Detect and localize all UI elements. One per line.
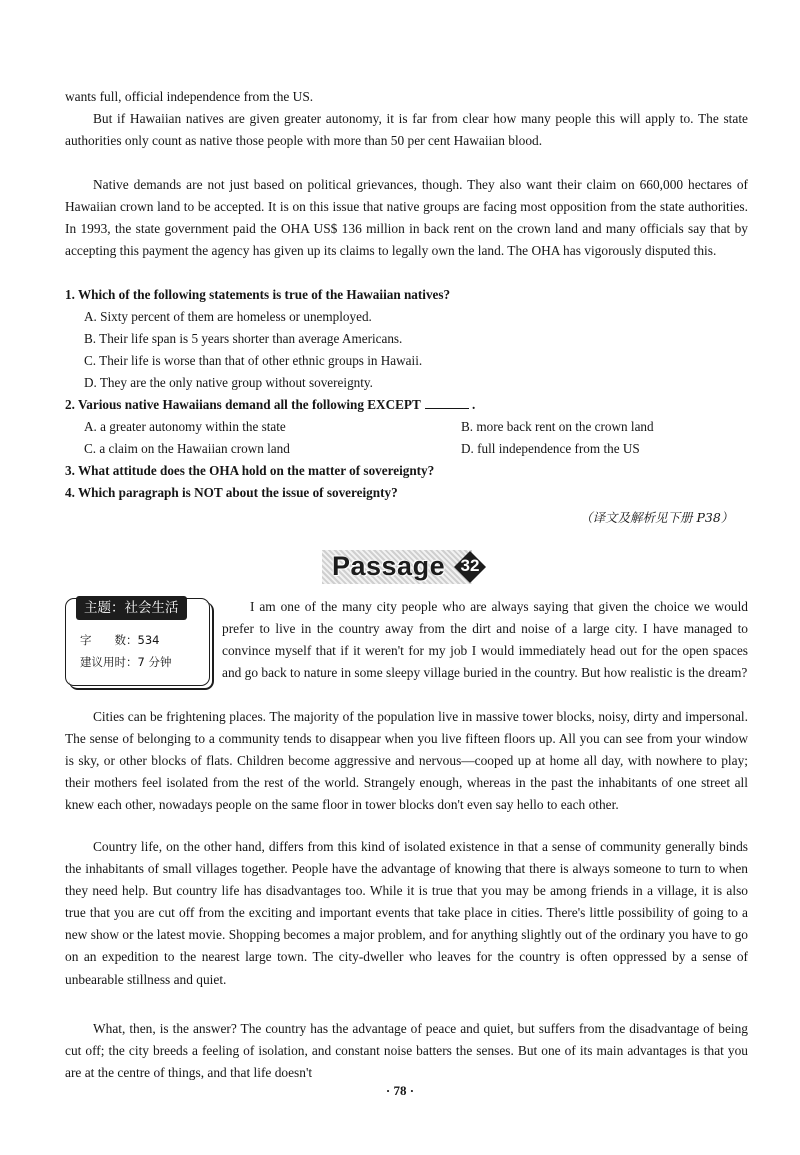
question-1-option-d: D. They are the only native group without sovereignty. <box>84 375 373 390</box>
paragraph-autonomy: But if Hawaiian natives are given greater autonomy, it is far from clear how many people this will apply to. The state authorities only count as native those people with more than 50 per cent Hawaiian blood. <box>65 111 748 149</box>
question-4 <box>65 483 398 503</box>
question-3 <box>65 461 434 481</box>
question-number: 1. <box>65 287 75 302</box>
question-2-option-a: A. a greater autonomy within the state <box>84 419 286 434</box>
question-text: What attitude does the OHA hold on the matter of sovereignty? <box>77 463 435 478</box>
question-text: Various native Hawaiians demand all the following EXCEPT <box>77 397 421 412</box>
question-text: Which of the following statements is true of the Hawaiian natives? <box>77 287 451 302</box>
question-number: 4. <box>65 485 75 500</box>
question-2-option-d: D. full independence from the US <box>461 441 640 456</box>
question-1-option-b: B. Their life span is 5 years shorter than average Americans. <box>84 331 403 346</box>
paragraph-crown-land: Native demands are not just based on political grievances, though. They also want their claim on 660,000 hectares of Hawaiian crown land to be accepted. It is on this issue that native groups are facing most opposition from the state authorities. In 1993, the state government paid the OHA US$ 136 million in back rent on the crown land and many officials say that by accepting this payment the agency has given up its claims to legally own the land. The OHA has vigorously disputed this. <box>65 177 748 259</box>
banner-title: Passage <box>332 551 446 581</box>
page-number: · 78 · <box>385 1083 415 1098</box>
question-text: Which paragraph is NOT about the issue of sovereignty? <box>77 485 398 500</box>
question-1-option-c: C. Their life is worse than that of other ethnic groups in Hawaii. <box>84 353 423 368</box>
paragraph-independence-end: wants full, official independence from the US. <box>65 89 314 104</box>
question-1-option-a: A. Sixty percent of them are homeless or unemployed. <box>84 309 372 324</box>
topic-word-count: 字 数：534 <box>80 633 160 647</box>
question-2-option-b: B. more back rent on the crown land <box>461 419 654 434</box>
question-2: 2. Various native Hawaiians demand all the following EXCEPT . <box>65 397 476 412</box>
question-number: 2. <box>65 397 75 412</box>
passage-paragraph-3: Country life, on the other hand, differs from this kind of isolated existence in that a sense of community generally binds the inhabitants of small villages together. People have the advantage of knowing that there is always someone to turn to when they need help. But country life has disadvantages too. While it is true that you may be among friends in a village, it is also true that you are cut off from the exciting and important events that take place in cities. There's little possibility of going to a new show or the latest movie. Shopping becomes a major problem, and for anything slightly out of the ordinary you have to go on an expedition to the nearest large town. The city-dweller who leaves for the country is often oppressed by a sense of unbearable stillness and quiet. <box>65 839 748 987</box>
reference-note: （译文及解析见下册 P38） <box>580 510 734 525</box>
banner-number: 32 <box>460 556 480 575</box>
topic-header: 主题：社会生活 <box>76 596 187 620</box>
question-number: 3. <box>65 463 75 478</box>
question-2-option-c: C. a claim on the Hawaiian crown land <box>84 441 290 456</box>
question-1 <box>65 285 450 305</box>
passage-banner <box>322 546 494 588</box>
topic-suggested-time: 建议用时：7 分钟 <box>80 655 172 669</box>
passage-paragraph-2: Cities can be frightening places. The majority of the population live in massive tower blocks, noisy, dirty and impersonal. The sense of belonging to a community tends to disappear when you live fifteen floors up. All you can see from your window is sky, or other blocks of flats. Children become aggressive and nervous—cooped up at home all day, with nowhere to play; their mothers feel isolated from the rest of the world. Strangely enough, whereas in the past the inhabitants of one street all knew each other, nowadays people on the same floor in tower blocks don't even say hello to each other. <box>65 709 748 813</box>
answer-blank <box>425 397 469 409</box>
passage-paragraph-4: What, then, is the answer? The country has the advantage of peace and quiet, but suffers from the disadvantage of being cut off; the city breeds a feeling of isolation, and constant noise batters the senses. But one of its main advantages is that you are at the centre of things, and that life doesn't <box>65 1021 748 1081</box>
passage-paragraph-1: I am one of the many city people who are always saying that given the choice we would prefer to live in the country away from the dirt and noise of a large city. I have managed to convince myself that if it weren't for my job I would immediately head out for the open spaces and go back to nature in some sleepy village buried in the country. But how realistic is the dream? <box>222 599 748 681</box>
